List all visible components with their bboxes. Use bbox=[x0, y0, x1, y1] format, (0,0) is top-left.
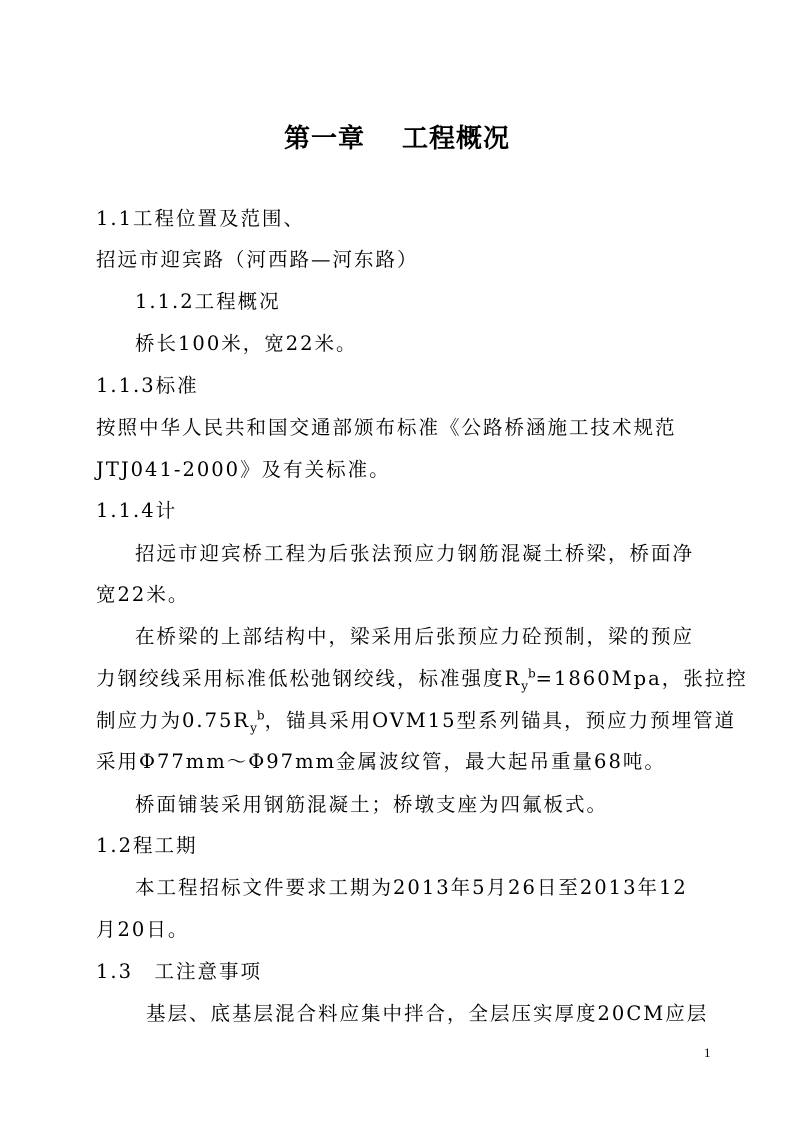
page-number: 1 bbox=[704, 1045, 711, 1060]
structure-text-line-2 bbox=[96, 666, 748, 693]
structure-text-line-4: 采用Φ77mm～Φ97mm金属波纹管，最大起吊重量68吨。 bbox=[96, 750, 666, 773]
standard-text-line-1: 按照中华人民共和国交通部颁布标准《公路桥涵施工技术规范 bbox=[96, 416, 677, 439]
section-heading-1-1: 1.1工程位置及范围、 bbox=[96, 207, 306, 230]
strength-subscript: y bbox=[521, 678, 528, 693]
section-heading-1-2: 1.2程工期 bbox=[96, 834, 198, 857]
section-heading-1-3: 1.3 工注意事项 bbox=[96, 960, 263, 983]
chapter-title: 第一章 工程概况 bbox=[283, 124, 511, 154]
structure-text-line-3-end: ，锚具采用OVM15型系列锚具，预应力预埋管道 bbox=[264, 709, 737, 732]
structure-text-line-3 bbox=[96, 708, 737, 735]
bridge-size: 桥长100米，宽22米。 bbox=[135, 332, 358, 355]
structure-text-line-1: 在桥梁的上部结构中，梁采用后张预应力砼预制，梁的预应 bbox=[135, 625, 695, 648]
design-text-line-2: 宽22米。 bbox=[96, 583, 190, 606]
base-layer-text-line-1: 基层、底基层混合料应集中拌合，全层压实厚度20CM应层 bbox=[146, 1002, 709, 1025]
strength-superscript: b bbox=[527, 666, 536, 681]
stress-superscript: b bbox=[256, 708, 265, 723]
project-location: 招远市迎宾路（河西路—河东路） bbox=[96, 248, 419, 271]
structure-text-line-2-end: =1860Mpa，张拉控 bbox=[535, 667, 748, 690]
design-text-line-1: 招远市迎宾桥工程为后张法预应力钢筋混凝土桥梁，桥面净 bbox=[135, 542, 695, 565]
section-heading-1-1-2: 1.1.2工程概况 bbox=[135, 290, 281, 313]
period-text-line-1: 本工程招标文件要求工期为2013年5月26日至2013年12 bbox=[135, 876, 688, 899]
section-heading-1-1-4: 1.1.4计 bbox=[96, 499, 178, 522]
standard-text-line-2: JTJ041-2000》及有关标准。 bbox=[96, 458, 391, 481]
deck-text: 桥面铺装采用钢筋混凝土；桥墩支座为四氟板式。 bbox=[135, 793, 609, 816]
section-heading-1-1-3: 1.1.3标准 bbox=[96, 374, 199, 397]
structure-text-line-2-start: 力钢绞线采用标准低松弛钢绞线，标准强度R bbox=[96, 667, 522, 690]
period-text-line-2: 月20日。 bbox=[96, 918, 190, 941]
structure-text-line-3-start: 制应力为0.75R bbox=[96, 709, 251, 732]
stress-subscript: y bbox=[250, 720, 257, 735]
